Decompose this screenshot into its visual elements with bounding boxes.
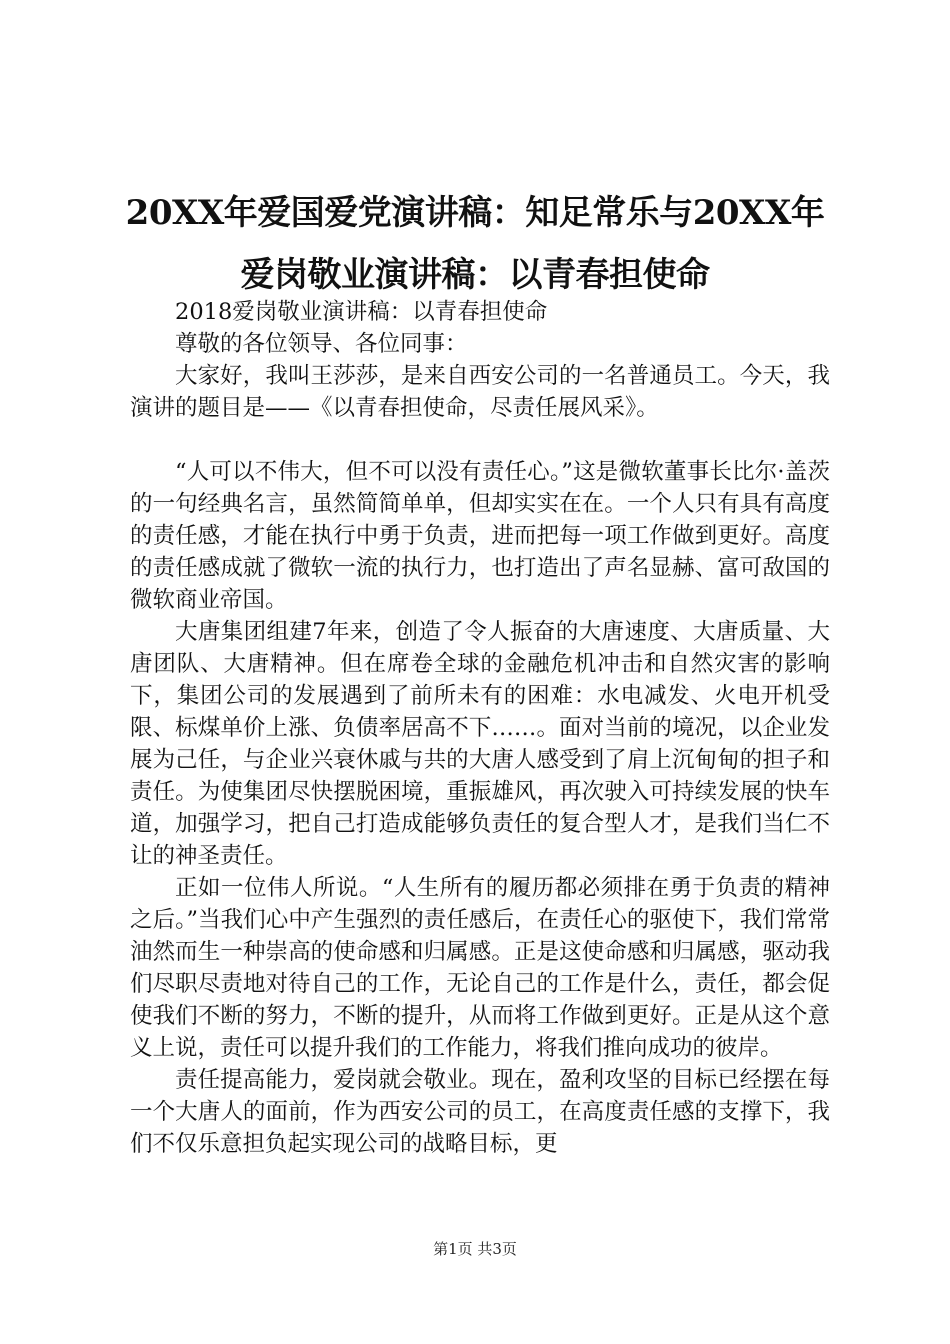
- body-paragraph: “人可以不伟大，但不可以没有责任心。”这是微软董事长比尔·盖茨的一句经典名言，虽然简简单单，但却实实在在。一个人只有具有高度的责任感，才能在执行中勇于负责，进而把每一项工作做到更好。高度的责任感成就了微软一流的执行力，也打造出了声名显赫、富可敌国的微软商业帝国。: [130, 459, 830, 613]
- body-paragraph: 正如一位伟人所说。“人生所有的履历都必须排在勇于负责的精神之后。”当我们心中产生强烈的责任感后，在责任心的驱使下，我们常常油然而生一种崇高的使命感和归属感。正是这使命感和归属感，驱动我们尽职尽责地对待自己的工作，无论自己的工作是什么，责任，都会促使我们不断的努力，不断的提升，从而将工作做到更好。正是从这个意义上说，责任可以提升我们的工作能力，将我们推向成功的彼岸。: [130, 875, 830, 1061]
- document-title: [110, 182, 840, 306]
- page-number-footer: 第1页 共3页: [433, 1240, 517, 1258]
- title-line-1: 20XX年爱国爱党演讲稿：知足常乐与20XX年: [125, 193, 825, 233]
- document-body: [130, 296, 830, 1160]
- body-paragraph: 大唐集团组建7年来，创造了令人振奋的大唐速度、大唐质量、大唐团队、大唐精神。但在席卷全球的金融危机冲击和自然灾害的影响下，集团公司的发展遇到了前所未有的困难：水电减发、火电开机受限、标煤单价上涨、负债率居高不下……。面对当前的境况，以企业发展为己任，与企业兴衰休戚与共的大唐人感受到了肩上沉甸甸的担子和责任。为使集团尽快摆脱困境，重振雄风，再次驶入可持续发展的快车道，加强学习，把自己打造成能够负责任的复合型人才，是我们当仁不让的神圣责任。: [130, 619, 830, 869]
- intro-paragraph: 大家好，我叫王莎莎，是来自西安公司的一名普通员工。今天，我演讲的题目是——《以青春担使命，尽责任展风采》。: [130, 363, 830, 421]
- salutation: 尊敬的各位领导、各位同事：: [175, 331, 468, 357]
- title-line-2: 爱岗敬业演讲稿：以青春担使命: [240, 255, 710, 295]
- body-paragraph: 责任提高能力，爱岗就会敬业。现在，盈利攻坚的目标已经摆在每一个大唐人的面前，作为西安公司的员工，在高度责任感的支撑下，我们不仅乐意担负起实现公司的战略目标，更: [130, 1067, 830, 1157]
- speech-subtitle: 2018爱岗敬业演讲稿：以青春担使命: [175, 299, 548, 325]
